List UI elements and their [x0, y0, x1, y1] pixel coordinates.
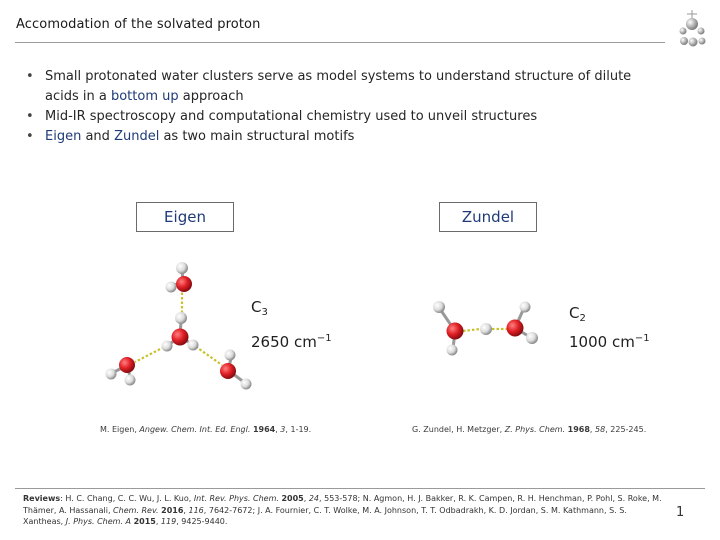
highlight-zundel: Zundel	[114, 129, 160, 144]
footer-divider	[15, 488, 705, 489]
bullet-item: • Mid-IR spectroscopy and computational chemistry used to unveil structures	[24, 107, 664, 127]
slide-title: Accomodation of the solvated proton	[16, 17, 261, 32]
title-divider	[15, 42, 665, 43]
zundel-reference: G. Zundel, H. Metzger, Z. Phys. Chem. 1968, 58, 225-245.	[412, 425, 647, 434]
bullet-item: • Small protonated water clusters serve as model systems to understand structure of dilute acids in a bottom up approach	[24, 67, 664, 107]
eigen-label-box: Eigen	[136, 202, 234, 232]
highlight-eigen: Eigen	[45, 129, 82, 144]
page-number: 1	[676, 505, 685, 520]
zundel-label-box: Zundel	[439, 202, 537, 232]
eigen-molecule-image	[100, 255, 260, 395]
zundel-frequency: 1000 $cm^{-1}$	[569, 333, 650, 351]
bullet-list	[24, 67, 664, 147]
zundel-molecule-image	[420, 295, 550, 360]
eigen-reference: M. Eigen, Angew. Chem. Int. Ed. Engl. 1964, 3, 1-19.	[100, 425, 312, 434]
molecule-logo-icon	[670, 4, 714, 48]
eigen-frequency: 2650 $cm^{-1}$	[251, 333, 332, 351]
reviews-references: Reviews: H. C. Chang, C. C. Wu, J. L. Kuo, Int. Rev. Phys. Chem. 2005, 24, 553-578; N. Agmon, H. J. Bakker, R. K. Campen, R. H. Henchman, P. Pohl, S. Roke, M. Thämer, A. Hassanali, Chem. Rev. 2016, 116, 7642-7672; J. A. Fournier, C. T. Wolke, M. A. Johnson, T. T. Odbadrakh, K. D. Jordan, S. M. Kathmann, S. S. Xantheas, J. Phys. Chem. A 2015, 119, 9425-9440.	[23, 494, 662, 526]
zundel-symmetry: $C_2$	[569, 304, 586, 324]
eigen-symmetry: $C_3$	[251, 298, 268, 318]
bullet-item: • Eigen and Zundel as two main structural motifs	[24, 127, 664, 147]
highlight-bottom-up: bottom up	[110, 89, 179, 104]
